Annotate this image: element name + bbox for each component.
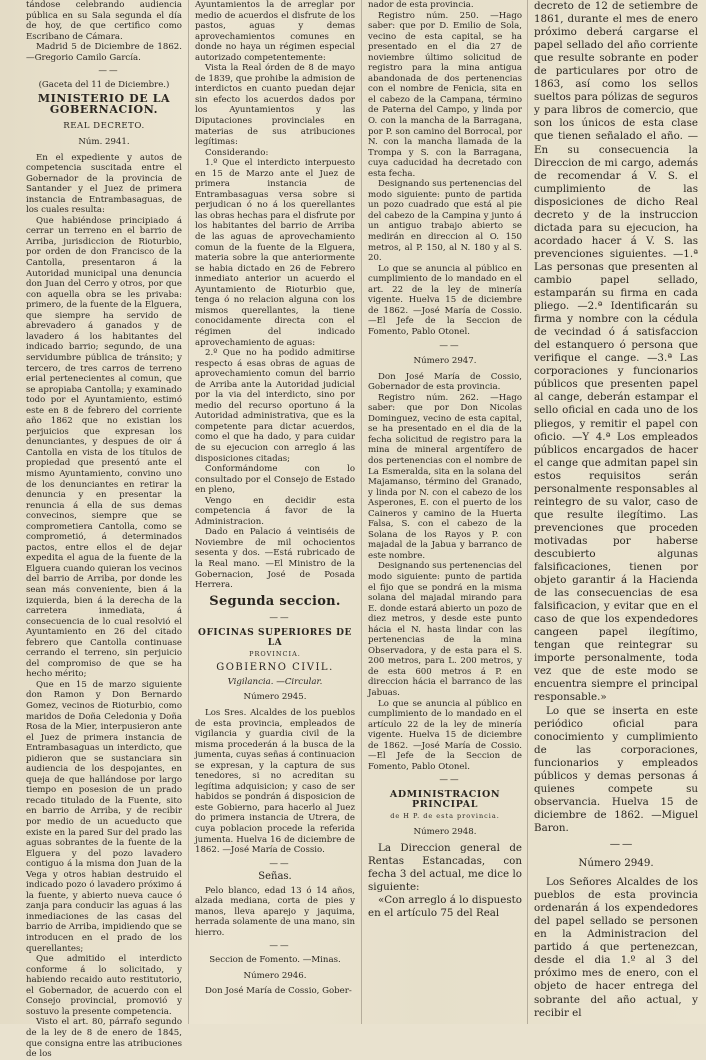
paragraph: Don José María de Cossio, Gobernador de esta provincia. [368,371,522,393]
divider: —— [609,838,635,850]
decree-number: Núm. 2941. [78,137,130,148]
ministry-title: MINISTERIO DE LA GOBERNACION. [37,92,171,116]
paragraph: Dado en Palacio á veintiséis de Noviembre de mil ochocientos sesenta y dos. —Está rubricado de la Real mano. —El Ministro de la Gobernacion, José de Posada Herrera. [195,527,355,591]
paragraph: Considerando: [205,147,269,158]
offices-title: OFICINAS SUPERIORES DE LA [198,627,352,649]
section-title: Segunda seccion. [209,593,341,609]
paragraph: Vista la Real órden de 8 de mayo de 1839, que prohibe la admision de interdictos en cuanto puedan dejar sin efecto los acuerdos dados por los Ayuntamientos y las Diputaciones provinciales en materias de sus atribuciones legítimas: [195,63,355,148]
notice-number: Número 2948. [413,826,477,837]
paragraph: Lo que se inserta en este periódico oficial para conocimiento y cumplimiento de las corporaciones, funcionarios y empleados públicos y demas personas á quienes compete su observancia. Huelva 15 de diciembre de 1862. —Miguel Baron. [534,704,698,834]
paragraph: decreto de 12 de setiembre de 1861, durante el mes de enero próximo deberá cargarse el papel sellado del año corriente que resulte sobrante en poder de particulares por otro de 1863, así como los sellos sueltos para pólizas de seguros y para libros de comercio, que son los únicos de esta clase que tienen señalado el año. —En su consecuencia la Direccion de mi cargo, además de recomendar á V. S. el cumplimiento de las disposiciones de dicho Real decreto y de la instruccion dictada para su ejecucion, ha acordado hacer á V. S. las prevenciones siguientes. —1.ª Las personas que presenten al cambio papel sellado, estamparán su firma en cada pliego. —2.ª Identificarán su firma y nombre con la cédula de vecindad ó á satisfaccion del estanquero ó persona que verifique el cange. —3.ª Las corporaciones y funcionarios públicos que presenten papel al cange, deberán estampar el sello oficial en cada uno de los pliegos, y remitir el papel con oficio. —Y 4.ª Los empleados públicos encargados de hacer el cange que admitan papel sin estos requisitos serán personalmente responsables al reintegro de su valor, caso de que resulte ilegítimo. Las prevenciones que proceden motivadas por haberse descubierto algunas falsificaciones, tienen por objeto garantir á la Hacienda de las consecuencias de esa falsificacion, y evitar que en el caso de que los expendedores cangeen papel ilegítimo, tengan que reintegrar su importe personalmente, toda vez que de este modo se encuentra siempre el principal responsable.» [534,0,698,704]
paragraph: Don José María de Cossio, Gober- [205,986,352,997]
column-2 [195,0,355,1024]
divider: —— [439,775,461,786]
column-1 [26,0,182,1060]
notice-number: Número 2947. [413,356,477,367]
column-divider [188,0,189,1024]
government-title: GOBIERNO CIVIL. [216,662,334,674]
gazette-reference: (Gaceta del 11 de Diciembre.) [38,79,170,90]
paragraph: En el expediente y autos de competencia suscitada entre el Gobernador de la provincia de Santander y el Juez de primera instancia de Entrambasaguas, de los cuales resulta: [26,152,182,216]
date-signature: Madrid 5 de Diciembre de 1862. —Gregorio Camilo García. [26,42,182,63]
paragraph: Los Señores Alcaldes de los pueblos de esta provincia ordenarán á los expendedores del papel sellado se personen en la Administracion del partido á que pertenezcan, desde el dia 1.º al 3 del próximo mes de enero, con el objeto de hacer entrega del sobrante del año actual, y recibir el [534,876,698,1019]
section-heading: Seccion de Fomento. —Minas. [209,955,341,966]
paragraph: Designando sus pertenencias del modo siguiente: punto de partida el fijo que se pondrá en la misma solana del majadal mirando para E. donde estará abierto un pozo de diez metros, y desde este punto hácia el N. hasta lindar con las pertenencias de la mina Observadora, y de esta para el S. 200 metros, para L. 200 metros, y de esta 600 metros á P. en direccion hácia el barranco de las Jabuas. [368,561,522,698]
paragraph: Pelo blanco, edad 13 ó 14 años, alzada mediana, corta de pies y manos, lleva aparejo y jaquima, herrada solamente de una mano, sin hierro. [195,885,355,938]
paragraph: «Con arreglo á lo dispuesto en el artículo 75 del Real [368,894,523,920]
paragraph: Conformándome con lo consultado por el Consejo de Estado en pleno, [195,464,355,496]
paragraph: Que habiéndose principiado á cerrar un terreno en el barrio de Arriba, jurisdiccion de Rioturbio, por orden de don Francisco de la Cantolla, presentaron á la Autoridad municipal una denuncia don Juan del Cerro y otros, por que con aquella obra se les privaba: primero, de la fuente de la Elguera, que siempre ha servido de abrevadero á ganados y de lavadero á los habitantes del indicado barrio; segundo, de una servidumbre pública de tránsito; y tercero, de tres carros de terreno erial pertenecientes al comun, que se apropiaba Cantolla; y examinado todo por el Ayuntamiento, estimó este en 8 de febrero del corriente año 1862 que no existian los perjuicios que expresan los denunciantes, y despues de oir á Cantolla en vista de los títulos de propiedad que presentó ante el mismo Ayuntamiento, convino uno de los denunciantes en retirar la denuncia y en presentar la renuncia á ella de sus demas convecinos, siempre que se comprometiera Cantolla, como se comprometió, á determinados pactos, entre ellos el de dejar expedita el agua de la fuente de la Elguera cuando quieran los vecinos del barrio de Arriba, por donde les sean más conveniente, bien á la izquierda, bien á la derecha de la carretera inmediata, á consecuencia de lo cual resolvió el Ayuntamiento en 26 del citado febrero que Cantolla continuase cerrando el terreno, sin perjuicio del compromiso de que se ha hecho mérito; [26,215,182,680]
column-divider [361,0,362,1024]
divider: —— [98,66,120,77]
paragraph: Lo que se anuncia al público en cumplimiento de lo mandado en el art. 22 de la ley de minería vigente. Huelva 15 de diciembre de 1862. —José María de Cossio. —El Jefe de la Seccion de Fomento, Pablo Otonel. [368,263,522,337]
paragraph: Que admitido el interdicto conforme á lo solicitado, y habiendo recaido auto restitutorio, el Gobernador, de acuerdo con el Consejo provincial, promovió y sostuvo la presente competencia. [26,954,182,1017]
divider: —— [269,858,291,869]
column-4 [534,0,698,1024]
paragraph: Visto el art. 80, párrafo segundo de la ley de 8 de enero de 1845, que consigna entre las atribuciones de los [26,1017,182,1060]
paragraph: Vengo en decidir esta competencia á favor de la Administracion. [195,495,355,527]
paragraph: Designando sus pertenencias del modo siguiente: punto de partida un pozo cuadrado que está al pie del cabezo de la Campina y junto á un antiguo trabajo abierto se medirán en direccion al O. 150 metros, al P. 150, al N. 180 y al S. 20. [368,179,522,264]
paragraph: tándose celebrando audiencia pública en su Sala segunda el día de hoy, de que certifico como Escribano de Cámara. [26,0,182,42]
paragraph: Los Sres. Alcaldes de los pueblos de esta provincia, empleados de vigilancia y guardia civil de la misma procederán á la busca de la jumenta, cuyas señas á continuacion se expresan, y la captura de sus tenedores, si no acreditan su legítima adquisicion; y caso de ser habidos se pondrán á disposicion de este Gobierno, para hacerlo al Juez do primera instancia de Utrera, de cuya poblacion procede la referida jumenta. Huelva 16 de diciembre de 1862. —José María de Cossio. [195,708,355,856]
paragraph: Ayuntamientos la de arreglar por medio de acuerdos el disfrute de los pastos, aguas y demas aprovechamientos comunes en donde no haya un régimen especial autorizado competentemente: [195,0,355,63]
signs-title: Señas. [258,871,292,883]
vigilance-heading: Vigilancia. —Circular. [227,676,323,687]
paragraph: nador de esta provincia. [368,0,474,10]
decree-title: REAL DECRETO. [63,121,145,132]
offices-subtitle: PROVINCIA. [249,649,301,658]
paragraph: Que en 15 de marzo siguiente don Ramon y Don Bernardo Gomez, vecinos de Rioturbio, como maridos de Doña Celedonia y Doña Rosa de la Mier, interpusieron ante el Juez de primera instancia de Entrambasaguas un interdicto, que pidieron que se sustanciara sin audiencia de los despojantes, en queja de que hallándose por largo tiempo en posesion de un prado recado titulado de la Fuente, sito en barrio de Arriba, y de recibir por medio de un acueducto que existe en la pared Sur del prado las aguas sobrantes de la fuente de la Elguera y del pozo lavadero contiguo á la misma don Juan de la Vega y otros habian destruido el indicado pozo ó lavadero próximo á la fuente, y abierto nueva cauce ó zanja para conducir las aguas á las inmediaciones de las casas del barrio de Arriba, impidiendo que se introducen en el prado de los querellantes; [26,679,182,954]
notice-number: Número 2949. [578,857,654,870]
administration-title: ADMINISTRACION PRINCIPAL [389,788,501,811]
paragraph: 1.º Que el interdicto interpuesto en 15 de Marzo ante el Juez de primera instancia de Entrambasaguas versa sobre si perjudican ó no á los querellantes las obras hechas para el disfrute por los habitantes del barrio de Arriba de las aguas de aprovechamiento comun de la fuente de la Elguera, materia sobre la que anteriormente se habia dictado en 26 de Febrero inmediato anterior un acuerdo el Ayuntamiento de Rioturbio que, tenga ó no relacion alguna con los mismos querellantes, la tiene conocidamente directa con el régimen del indicado aprovechamiento de aguas: [195,158,355,348]
notice-number: Número 2945. [243,692,307,703]
paragraph: 2.º Que no ha podido admitirse respecto á esas obras de aguas de aprovechamiento comun del barrio de Arriba ante la Autoridad judicial por la via del interdicto, sino por medio del recurso oportuno á la Autoridad administrativa, que es la competente para dictar acuerdos, como el que ha dado, y para cuidar de su ejecucion con arreglo á las disposiciones citadas; [195,348,355,464]
paragraph: Lo que se anuncia al público en cumplimiento de lo mandado en el artículo 22 de la ley de minería vigente. Huelva 15 de diciembre de 1862. —José María de Cossio. —El Jefe de la Seccion de Fomento, Pablo Otonel. [368,698,522,772]
administration-subtitle: de H P. de esta provincia. [390,812,500,821]
paragraph: Registro núm. 250. —Hago saber: que por D. Emilio de Sola, vecino de esta capital, se ha presentado en el dia 27 de noviembre último solicitud de registro para la mina antigua abandonada de dos pertenencias con el nombre de Fenicia, sita en el cabezo de la Campana, término de Paterna del Campo, y linda por O. con la mancha de la Barragana, por P. son camino del Borrocal, por N. con la mancha llamada de la Trompa y S. con la Barragana, cuya caducidad ha decretado con esta fecha. [368,10,522,179]
paragraph: Registro núm. 262. —Hago saber: que por Don Nicolas Dominguez, vecino de esta capital, se ha presentado en el dia de la fecha solicitud de registro para la mina de mineral argentífero de dos pertenencias con el nombre de La Esmeralda, sita en la solana del Majamanso, término del Granado, y linda por N. con el cabezo de los Asperones, E. con el puerto de los Caineros y camino de la Huerta Falsa, S. con el cabezo de la Solana de los Rayos y P. con majadal de la Jabua y barranco de este nombre. [368,392,522,561]
column-3 [368,0,522,1024]
divider: —— [269,613,291,624]
paragraph: La Direccion general de Rentas Estancadas, con fecha 3 del actual, me dice lo siguiente: [368,842,522,894]
divider: —— [269,941,291,952]
notice-number: Número 2946. [243,970,307,981]
divider: —— [439,340,461,351]
column-divider [527,0,528,1024]
